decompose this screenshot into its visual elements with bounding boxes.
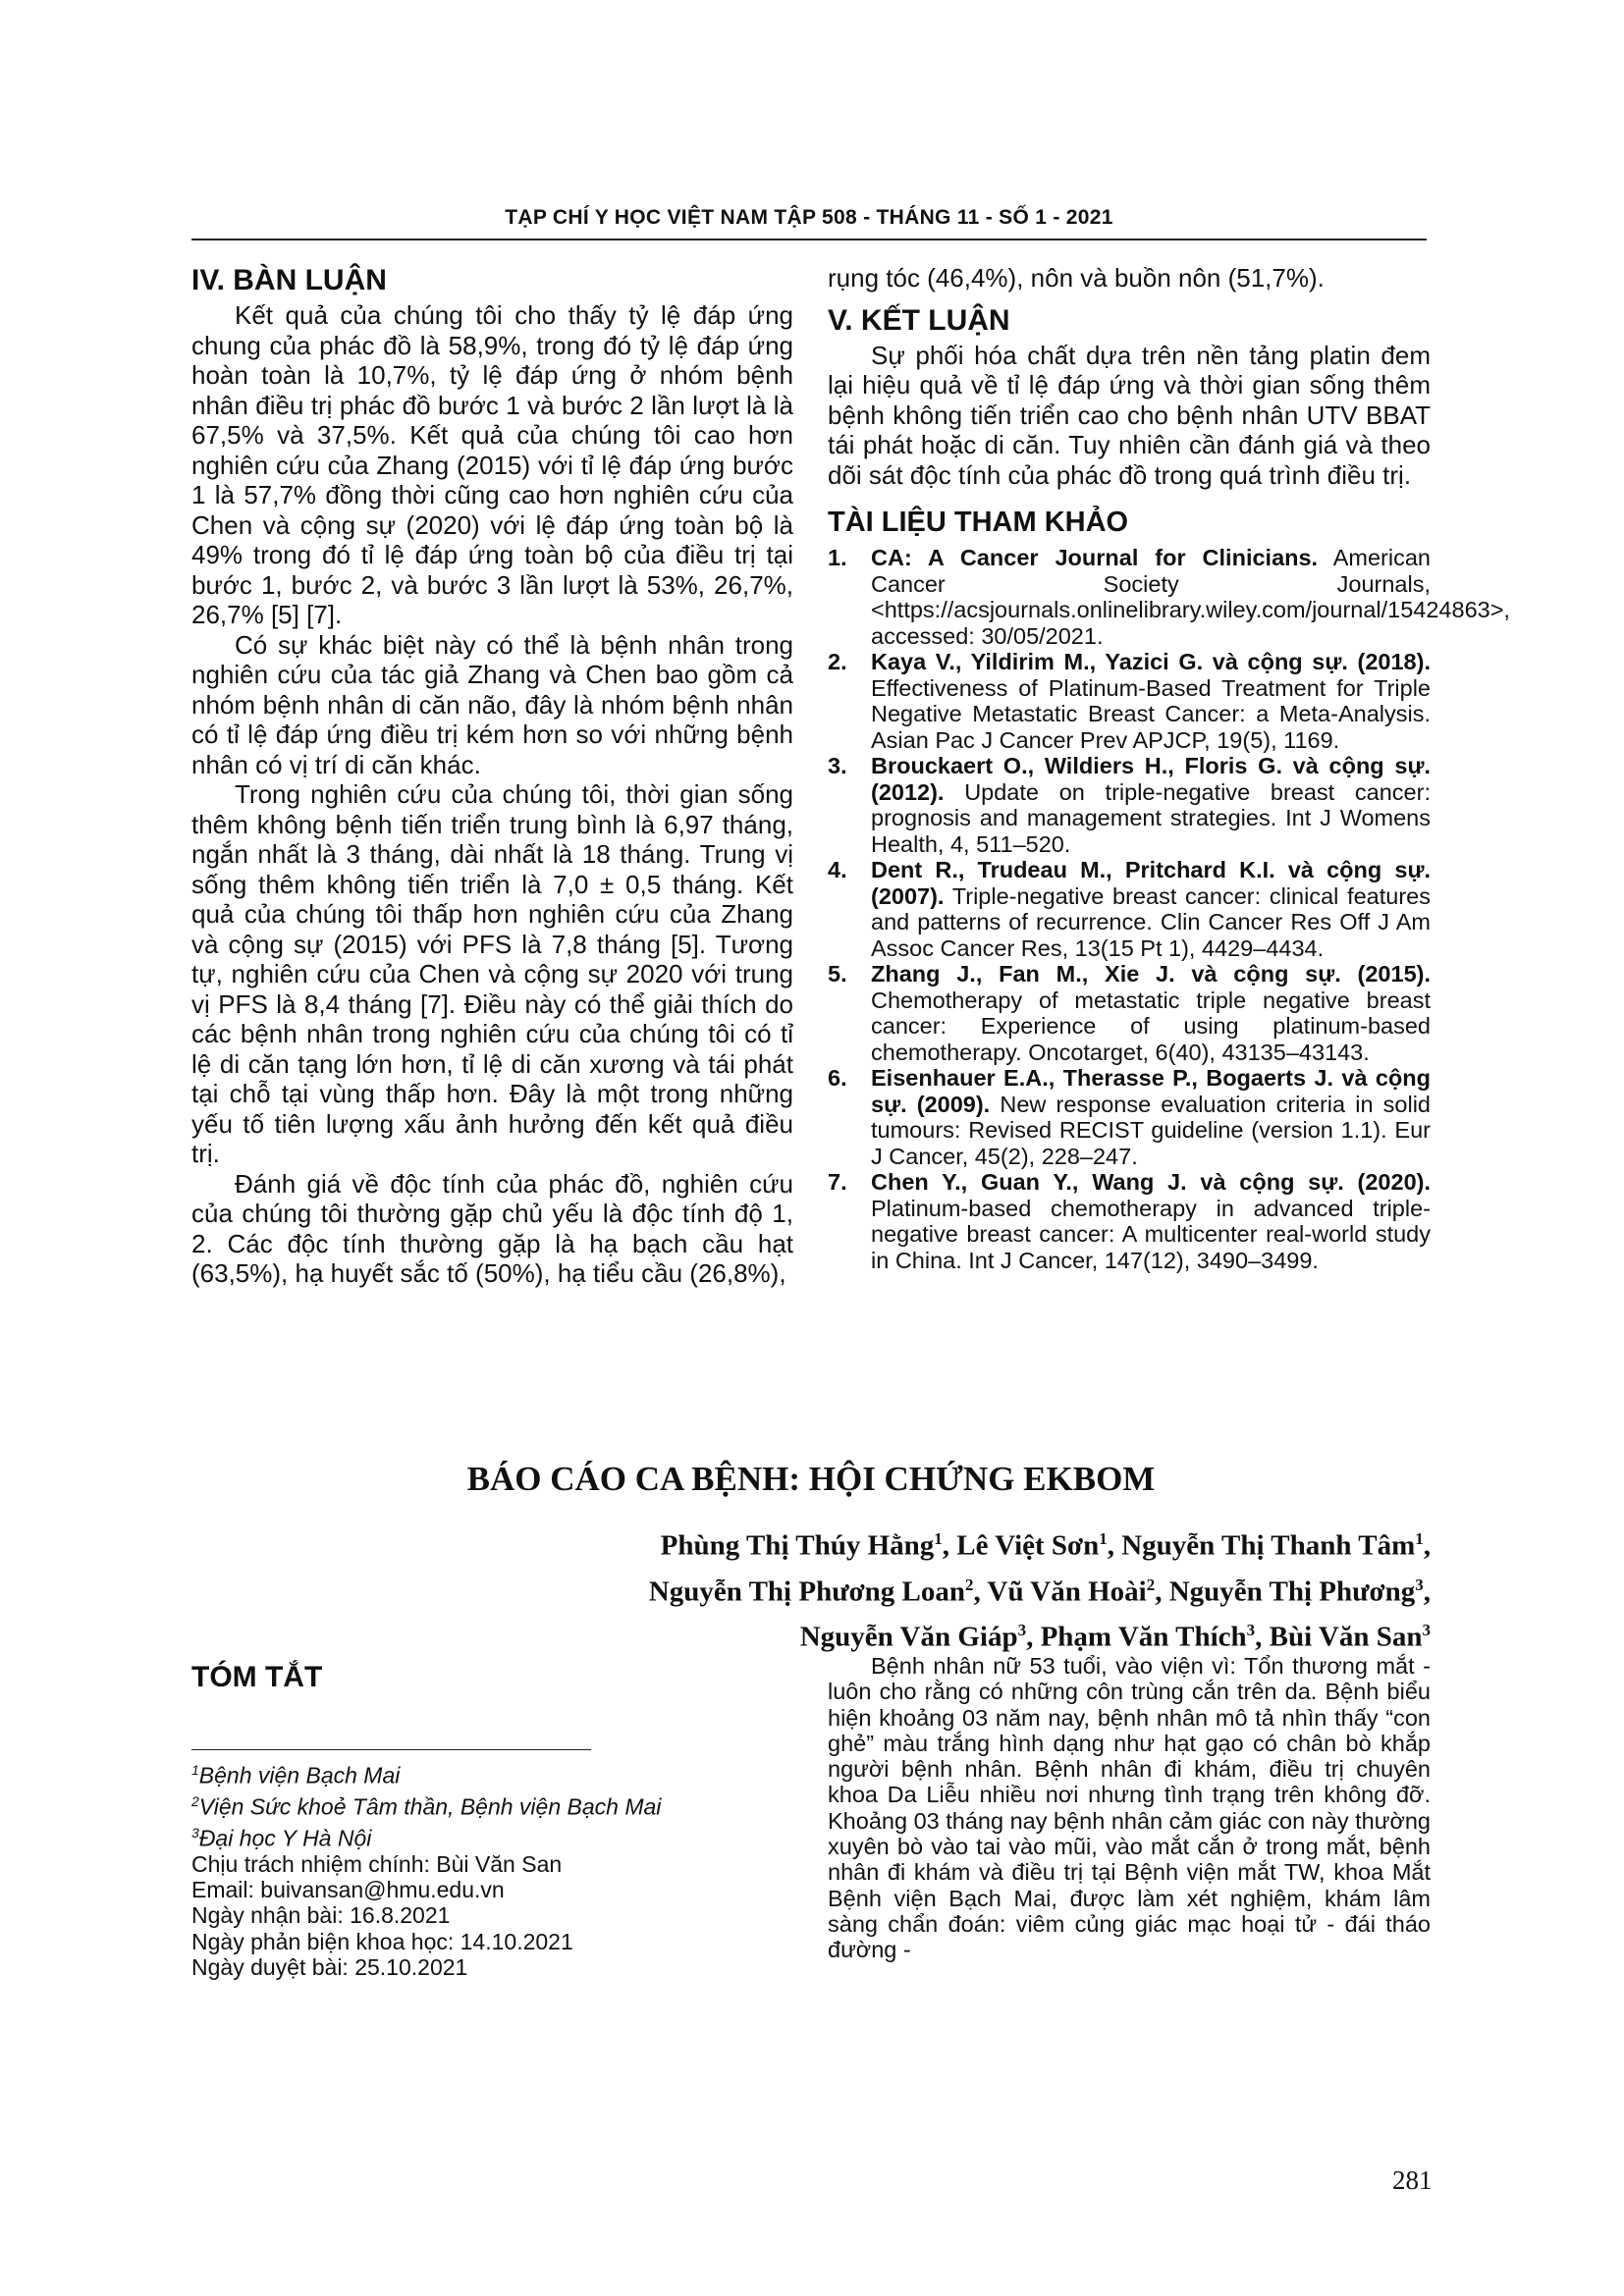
article-title: BÁO CÁO CA BỆNH: HỘI CHỨNG EKBOM [466,1460,1156,1498]
reference-number: 7. [828,1169,847,1195]
reference-authors: CA: A Cancer Journal for Clinicians. [871,545,1319,570]
conclusion-heading: V. KẾT LUẬN [828,303,1010,337]
reference-item [828,545,1510,649]
reference-item [828,961,1431,1065]
reference-number: 4. [828,857,847,882]
discussion-paragraph: Đánh giá về độc tính của phác đồ, nghiên cứu của chúng tôi thường gặp chủ yếu là độc tính độ 1, 2. Các độc tính thường gặp là hạ bạch cầu hạt (63,5%), hạ huyết sắc tố (50%), hạ tiểu cầu (26,8%), [191,1168,793,1288]
footnote-rule [191,1749,591,1750]
reference-number: 2. [828,649,847,674]
reference-details: Triple-negative breast cancer: clinical features and patterns of recurrence. Clin Cancer Res Off J Am Assoc Cancer Res, 13(15 Pt 1), 4429–4434. [871,882,1431,961]
corresponding-author: Chịu trách nhiệm chính: Bùi Văn San [191,1850,563,1877]
author-list [351,1520,1431,1657]
discussion-column [191,263,793,1289]
reference-details: New response evaluation criteria in solid tumours: Revised RECIST guideline (version 1.1). Eur J Cancer, 45(2), 228–247. [871,1091,1431,1169]
discussion-continuation: rụng tóc (46,4%), nôn và buồn nôn (51,7%). [828,263,1325,293]
abstract-heading: TÓM TẮT [191,1661,323,1693]
reference-authors: Chen Y., Guan Y., Wang J. và cộng sự. (2020). [871,1169,1431,1195]
reference-authors: Kaya V., Yildirim M., Yazici G. và cộng sự. (2018). [871,649,1431,674]
affiliation-2: $^2$Viện Sức khoẻ Tâm thần, Bệnh viện Bạch Mai [191,1792,662,1820]
references-heading: TÀI LIỆU THAM KHẢO [828,507,1129,538]
reference-number: 1. [828,545,847,570]
contact-email: Email: buivansan@hmu.edu.vn [191,1877,505,1903]
reference-item [828,649,1431,753]
author-line: Nguyễn Thị Phương Loan$^2$, Vũ Văn Hoài$^2$, Nguyễn Thị Phương$^3$, [648,1575,1431,1608]
affiliation-3: $^3$Đại học Y Hà Nội [191,1824,372,1851]
reference-item [828,1065,1431,1169]
page-number: 281 [1392,2165,1433,2195]
received-date: Ngày nhận bài: 16.8.2021 [191,1902,451,1929]
discussion-paragraph: Có sự khác biệt này có thể là bệnh nhân trong nghiên cứu của tác giả Zhang và Chen bao gồm cả nhóm bệnh nhân di căn não, đây là nhóm bệnh nhân có tỉ lệ đáp ứng điều trị kém hơn so với những bệnh nhân có vị trí di căn khác. [191,629,793,779]
reference-item [828,753,1431,857]
reference-number: 6. [828,1065,847,1091]
reference-details: Effectiveness of Platinum-Based Treatment for Triple Negative Metastatic Breast Cancer: a Meta-Analysis. Asian Pac J Cancer Prev APJCP, 19(5), 1169. [871,674,1431,753]
affiliation-1: $^1$Bệnh viện Bạch Mai [191,1762,401,1789]
discussion-paragraph: Trong nghiên cứu của chúng tôi, thời gian sống thêm không bệnh tiến triển trung bình là 6,97 tháng, ngắn nhất là 3 tháng, dài nhất là 18 tháng. Trung vị sống thêm không tiến triển là 7,0 ± 0,5 tháng. Kết quả của chúng tôi thấp hơn nghiên cứu của Zhang và cộng sự (2015) với PFS là 7,8 tháng [5]. Tương tự, nghiên cứu của Chen và cộng sự 2020 với trung vị PFS là 8,4 tháng [7]. Điều này có thể giải thích do các bệnh nhân trong nghiên cứu của chúng tôi có tỉ lệ di căn tạng lớn hơn, tỉ lệ di căn xương và tái phát tại chỗ tại vùng thấp hơn. Đây là một trong những yếu tố tiên lượng xấu ảnh hưởng đến kết quả điều trị. [191,779,793,1168]
conclusion-paragraph: Sự phối hóa chất dựa trên nền tảng platin đem lại hiệu quả về tỉ lệ đáp ứng và thời gian sống thêm bệnh không tiến triển cao cho bệnh nhân UTV BBAT tái phát hoặc di căn. Tuy nhiên cần đánh giá và theo dõi sát độc tính của phác đồ trong quá trình điều trị. [828,340,1431,490]
right-column [828,263,1510,1273]
footnotes [191,1757,781,1980]
reference-authors: Eisenhauer E.A., Therasse P., Bogaerts J. và cộng sự. (2009). [871,1065,1431,1117]
review-date: Ngày phản biện khoa học: 14.10.2021 [191,1928,573,1954]
author-line: Phùng Thị Thúy Hằng$^1$, Lê Việt Sơn$^1$, Nguyễn Thị Thanh Tâm$^1$, [660,1529,1431,1562]
reference-number: 3. [828,753,847,778]
reference-authors: Zhang J., Fan M., Xie J. và cộng sự. (2015). [871,961,1431,987]
author-line: Nguyễn Văn Giáp$^3$, Phạm Văn Thích$^3$, Bùi Văn San$^3$ [799,1621,1431,1653]
abstract-text: Bệnh nhân nữ 53 tuổi, vào viện vì: Tổn thương mắt - luôn cho rằng có những côn trùng cắn trên da. Bệnh biểu hiện khoảng 03 năm nay, bệnh nhân mô tả nhìn thấy “con ghẻ” màu trắng hình dạng như hạt gạo có chân bò khắp người bệnh nhân. Bệnh nhân đi khám, điều trị chuyên khoa Da Liễu nhiều nơi nhưng tình trạng trên không đỡ. Khoảng 03 tháng nay bệnh nhân cảm giác con này thường xuyên bò vào tai vào mũi, vào mắt cắn ở trong mắt, bệnh nhân đi khám và điều trị tại Bệnh viện mắt TW, khoa Mắt Bệnh viện Bạch Mai, được làm xét nghiệm, khám lâm sàng chẩn đoán: viêm củng giác mạc hoại tử - đái tháo đường - [828,1653,1431,1963]
reference-list [828,545,1510,1273]
journal-header: TẠP CHÍ Y HỌC VIỆT NAM TẬP 508 - THÁNG 11 - SỐ 1 - 2021 [505,206,1113,229]
reference-details: Update on triple-negative breast cancer: prognosis and management strategies. Int J Womens Health, 4, 511–520. [871,778,1431,857]
discussion-heading: IV. BÀN LUẬN [191,264,387,296]
reference-authors: Brouckaert O., Wildiers H., Floris G. và cộng sự. (2012). [871,753,1431,805]
reference-details: American Cancer Society Journals, <https://acsjournals.onlinelibrary.wiley.com/journal/15424863>, accessed: 30/05/2021. [871,545,1510,649]
reference-item [828,857,1431,961]
header-rule [191,239,1427,240]
reference-details: Platinum-based chemotherapy in advanced triple-negative breast cancer: A multicenter real-world study in China. Int J Cancer, 147(12), 3490–3499. [871,1195,1431,1273]
reference-details: Chemotherapy of metastatic triple negative breast cancer: Experience of using platinum-based chemotherapy. Oncotarget, 6(40), 43135–43143. [871,987,1431,1065]
approval-date: Ngày duyệt bài: 25.10.2021 [191,1954,468,1981]
reference-item [828,1169,1431,1273]
reference-number: 5. [828,961,847,987]
reference-authors: Dent R., Trudeau M., Pritchard K.I. và cộng sự. (2007). [871,857,1431,909]
discussion-paragraph: Kết quả của chúng tôi cho thấy tỷ lệ đáp ứng chung của phác đồ là 58,9%, trong đó tỷ lệ đáp ứng hoàn toàn là 10,7%, tỷ lệ đáp ứng ở nhóm bệnh nhân điều trị phác đồ bước 1 và bước 2 lần lượt là là 67,5% và 37,5%. Kết quả của chúng tôi cao hơn nghiên cứu của Zhang (2015) với tỉ lệ đáp ứng bước 1 là 57,7% đồng thời cũng cao hơn nghiên cứu của Chen và cộng sự (2020) với lệ đáp ứng toàn bộ là 49% trong đó tỉ lệ đáp ứng toàn bộ của điều trị tại bước 1, bước 2, và bước 3 lần lượt là 53%, 26,7%, 26,7% [5] [7]. [191,300,793,629]
